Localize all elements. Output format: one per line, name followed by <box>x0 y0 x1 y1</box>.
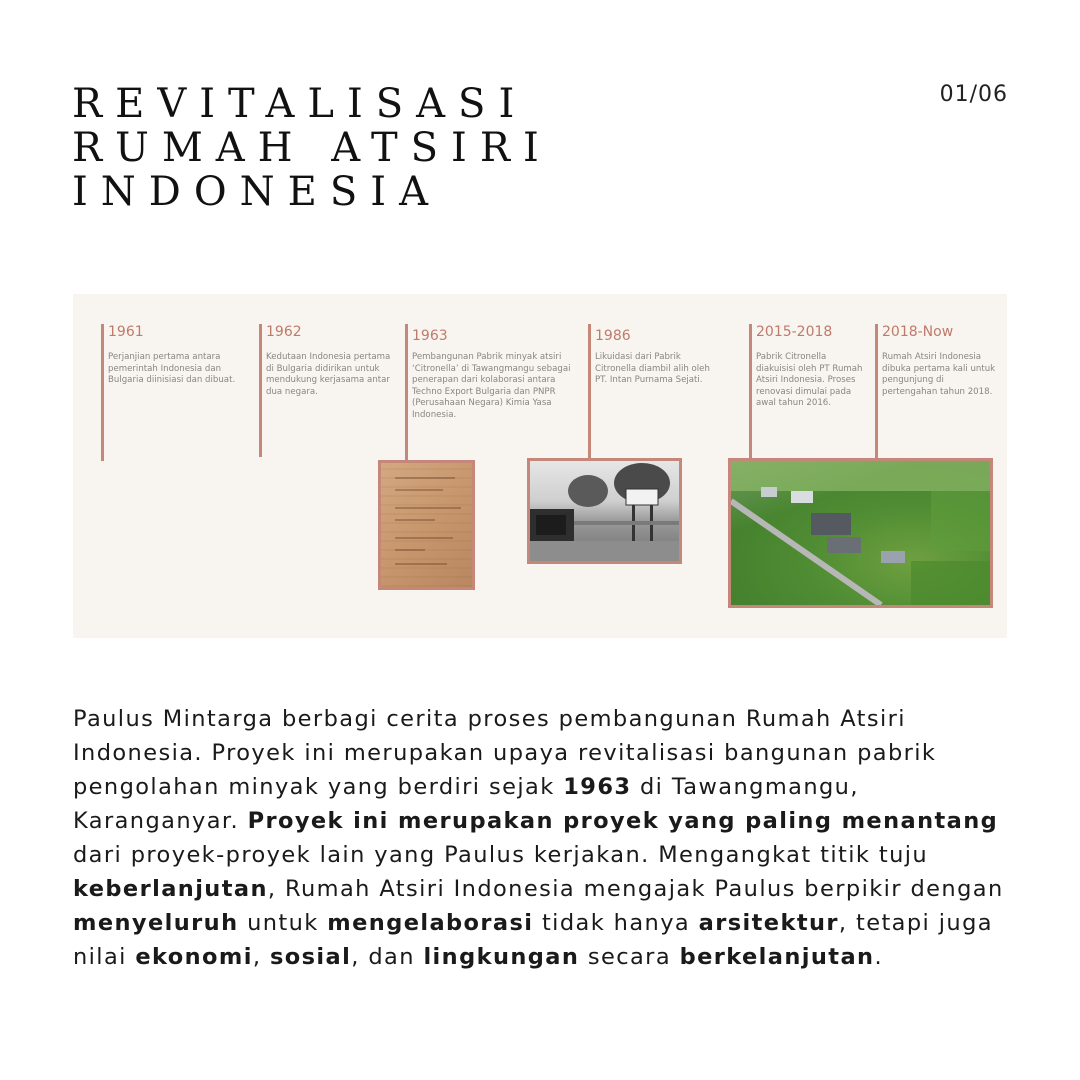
timeline-marker <box>101 324 104 461</box>
timeline-year: 2018-Now <box>882 324 954 340</box>
timeline-marker <box>875 324 878 460</box>
timeline-panel <box>73 294 1007 638</box>
emphasis-text: keberlanjutan <box>73 876 268 902</box>
text-segment: dari proyek-proyek lain yang Paulus kerjakan. Mengangkat titik tuju <box>73 842 929 868</box>
timeline-year: 1986 <box>595 328 631 344</box>
timeline-year: 1961 <box>108 324 144 340</box>
emphasis-text: sosial <box>269 944 352 970</box>
text-segment: , Rumah Atsiri Indonesia mengajak Paulus berpikir dengan <box>267 876 1004 902</box>
timeline-description: Perjanjian pertama antara pemerintah Indonesia dan Bulgaria diinisiasi dan dibuat. <box>108 352 236 385</box>
text-segment: . <box>874 944 884 970</box>
timeline-description: Rumah Atsiri Indonesia dibuka pertama kali untuk pengunjung di pertengahan tahun 2018. <box>882 352 996 397</box>
emphasis-text: arsitektur <box>698 910 839 936</box>
title-line: INDONESIA <box>72 169 441 215</box>
text-segment: , <box>252 944 270 970</box>
emphasis-text: ekonomi <box>135 944 253 970</box>
page-title <box>72 82 552 214</box>
text-segment: , tetapi juga nilai <box>73 910 993 970</box>
timeline-description: Pembangunan Pabrik minyak atsiri ‘Citronella’ di Tawangmangu sebagai penerapan dari kolaborasi antara Techno Export Bulgaria dan PNPR (Perusahaan Negara) Kimia Yasa Indonesia. <box>412 352 571 420</box>
factory-gate-illustration <box>530 461 679 561</box>
emphasis-text: Proyek ini merupakan proyek yang paling menantang <box>247 808 999 834</box>
timeline-year: 2015-2018 <box>756 324 833 340</box>
aerial-site-photo <box>728 458 993 608</box>
timeline-marker <box>749 324 752 460</box>
timeline-marker <box>259 324 262 457</box>
historical-document-photo <box>378 460 475 590</box>
aerial-site-illustration <box>731 461 990 605</box>
emphasis-text: lingkungan <box>423 944 580 970</box>
timeline-description: Kedutaan Indonesia pertama di Bulgaria didirikan untuk mendukung kerjasama antar dua negara. <box>266 352 391 397</box>
timeline-description: Likuidasi dari Pabrik Citronella diambil alih oleh PT. Intan Purnama Sejati. <box>595 352 710 385</box>
timeline-marker <box>405 324 408 460</box>
timeline-year: 1962 <box>266 324 302 340</box>
body-paragraph <box>73 702 1013 974</box>
timeline-year: 1963 <box>412 328 448 344</box>
emphasis-text: 1963 <box>563 774 632 800</box>
title-line: RUMAH ATSIRI <box>72 125 552 171</box>
page-indicator: 01/06 <box>939 82 1008 107</box>
title-line: REVITALISASI <box>72 81 528 127</box>
text-segment: Paulus Mintarga berbagi cerita proses pembangunan Rumah Atsiri Indonesia. Proyek ini merupakan upaya revitalisasi bangunan pabrik pengolahan minyak yang berdiri sejak <box>73 706 937 800</box>
emphasis-text: berkelanjutan <box>679 944 875 970</box>
text-segment: , dan <box>351 944 424 970</box>
emphasis-text: mengelaborasi <box>327 910 534 936</box>
text-segment: untuk <box>238 910 328 936</box>
emphasis-text: menyeluruh <box>73 910 239 936</box>
text-segment: tidak hanya <box>533 910 699 936</box>
factory-gate-photo <box>527 458 682 564</box>
text-segment: di Tawangmangu, Karanganyar. <box>73 774 859 834</box>
text-segment: secara <box>579 944 680 970</box>
timeline-marker <box>588 324 591 458</box>
timeline-description: Pabrik Citronella diakuisisi oleh PT Rumah Atsiri Indonesia. Proses renovasi dimulai pada awal tahun 2016. <box>756 352 863 408</box>
